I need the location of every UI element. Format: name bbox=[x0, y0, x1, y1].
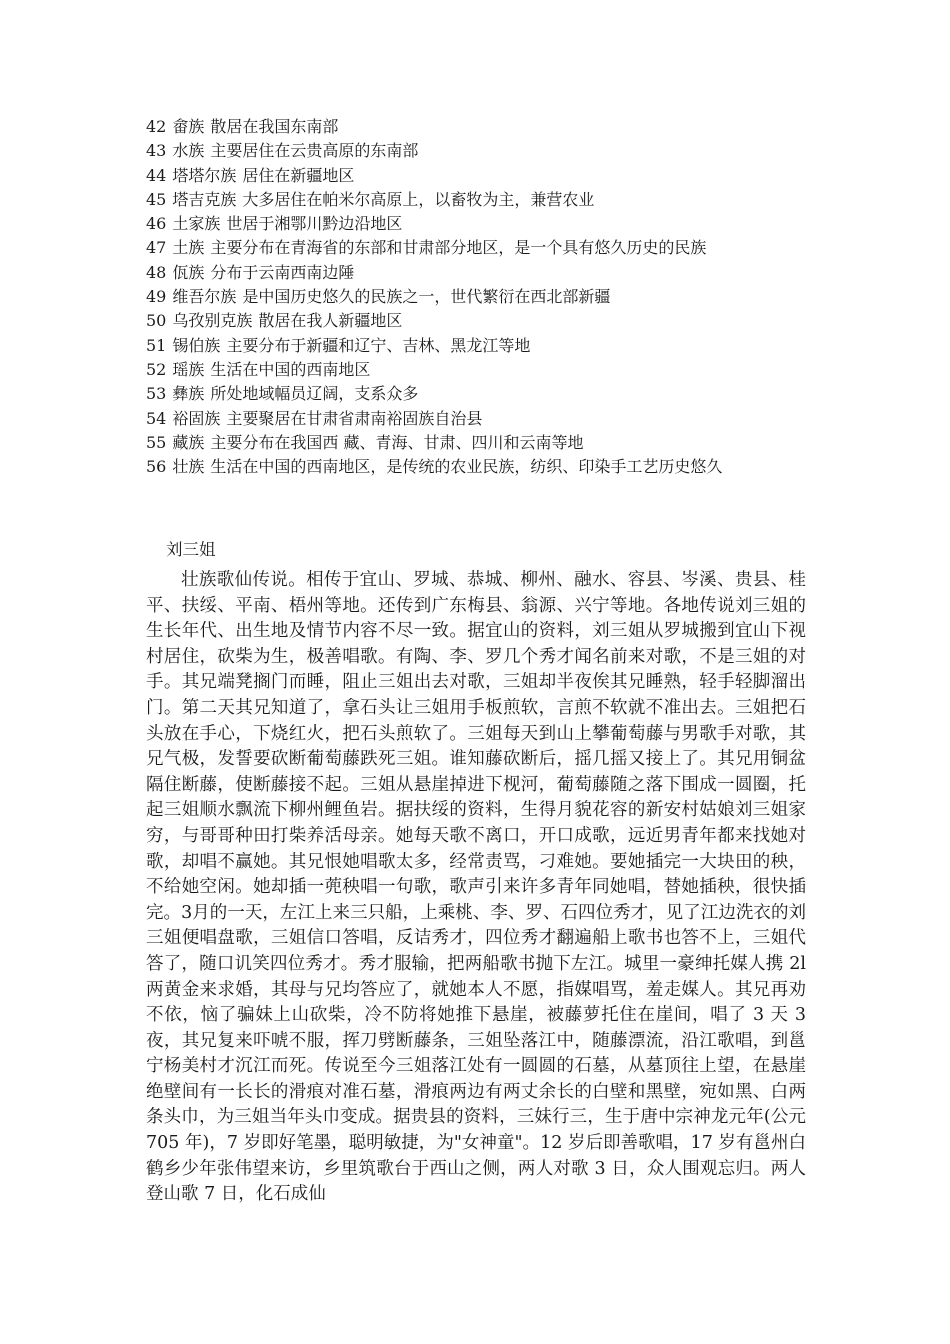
list-item bbox=[146, 261, 866, 285]
item-name: 佤族 bbox=[172, 262, 205, 282]
item-description: 生活在中国的西南地区，是传统的农业民族，纺织、印染手工艺历史悠久 bbox=[210, 457, 723, 477]
item-description: 主要聚居在甘肃省肃南裕固族自治县 bbox=[226, 408, 483, 428]
list-item bbox=[146, 334, 866, 358]
item-name: 壮族 bbox=[172, 457, 205, 477]
list-item bbox=[146, 382, 866, 406]
item-name: 裕固族 bbox=[172, 408, 221, 428]
item-number: 48 bbox=[146, 262, 167, 282]
item-name: 藏族 bbox=[172, 432, 205, 452]
item-name: 彝族 bbox=[172, 384, 205, 404]
item-description: 主要分布在青海省的东部和甘肃部分地区，是一个具有悠久历史的民族 bbox=[210, 238, 707, 258]
list-item bbox=[146, 285, 866, 309]
item-number: 50 bbox=[146, 311, 167, 331]
item-name: 塔塔尔族 bbox=[172, 165, 237, 185]
item-number: 53 bbox=[146, 384, 167, 404]
item-description: 散居在我人新疆地区 bbox=[258, 311, 403, 331]
article-body: 壮族歌仙传说。相传于宜山、罗城、恭城、柳州、融水、容县、岑溪、贵县、桂平、扶绥、平南、梧州等地。还传到广东梅县、翁源、兴宁等地。各地传说刘三姐的生长年代、出生地及情节内容不尽一致。据宜山的资料，刘三姐从罗城搬到宜山下视村居住，砍柴为生，极善唱歌。有陶、李、罗几个秀才闻名前来对歌，不是三姐的对手。其兄端凳搁门而睡，阻止三姐出去对歌，三姐却半夜俟其兄睡熟，轻手轻脚溜出门。第二天其兄知道了，拿石头让三姐用手板煎软，言煎不软就不准出去。三姐把石头放在手心，下烧红火，把石头煎软了。三姐每天到山上攀葡萄藤与男歌手对歌，其兄气极，发誓要砍断葡萄藤跌死三姐。谁知藤砍断后，摇几摇又接上了。其兄用铜盆隔住断藤，使断藤接不起。三姐从悬崖掉进下枧河，葡萄藤随之落下围成一圆圈，托起三姐顺水飘流下柳州鲤鱼岩。据扶绥的资料，生得月貌花容的新安村姑娘刘三姐家穷，与哥哥种田打柴养活母亲。她每天歌不离口，开口成歌，远近男青年都来找她对歌，却唱不赢她。其兄恨她唱歌太多，经常责骂，刁难她。要她插完一大块田的秧，不给她空闲。她却插一蔸秧唱一句歌，歌声引来许多青年同她唱，替她插秧，很快插完。3月的一天，左江上来三只船，上乘桃、李、罗、石四位秀才，见了江边洗衣的刘三姐便唱盘歌，三姐信口答唱，反诘秀才，四位秀才翻遍船上歌书也答不上，三姐代答了，随口讥笑四位秀才。秀才服输，把两船歌书抛下左江。城里一豪绅托媒人携 2l 两黄金来求婚，其母与兄均答应了，就她本人不愿，指媒唱骂，羞走媒人。其兄再劝不依，恼了骗妹上山砍柴，冷不防将她推下悬崖，被藤萝托住在崖间，唱了 3 天 3 夜，其兄复来吓唬不服，挥刀劈断藤条，三姐坠落江中，随藤漂流，沿江歌唱，到邕宁杨美村才沉江而死。传说至今三姐落江处有一圆圆的石墓，从墓顶往上望，在悬崖绝壁间有一长长的滑痕对准石墓，滑痕两边有两丈余长的白壁和黑壁，宛如黑、白两条头巾，为三姐当年头巾变成。据贵县的资料，三妹行三，生于唐中宗神龙元年(公元 705 年)，7 岁即好笔墨，聪明敏捷，为"女神童"。12 岁后即善歌唱，17 岁有邕州白鹤乡少年张伟望来访，乡里筑歌台于西山之侧，两人对歌 3 日，众人围观忘归。两人登山歌 7 日，化石成仙 bbox=[146, 570, 806, 1205]
list-item bbox=[146, 188, 866, 212]
list-item bbox=[146, 115, 866, 139]
item-description: 主要分布在我国西 藏、青海、甘肃、四川和云南等地 bbox=[210, 432, 584, 452]
item-description: 所处地域幅员辽阔，支系众多 bbox=[210, 384, 419, 404]
item-name: 水族 bbox=[172, 141, 205, 161]
list-item bbox=[146, 164, 866, 188]
list-item bbox=[146, 236, 866, 260]
item-description: 大多居住在帕米尔高原上，以畜牧为主，兼营农业 bbox=[242, 189, 595, 209]
item-name: 塔吉克族 bbox=[172, 189, 237, 209]
item-name: 土族 bbox=[172, 238, 205, 258]
article-section bbox=[146, 538, 806, 1208]
item-name: 瑶族 bbox=[172, 359, 205, 379]
item-number: 46 bbox=[146, 214, 167, 234]
item-description: 散居在我国东南部 bbox=[210, 117, 339, 136]
item-description: 居住在新疆地区 bbox=[242, 165, 355, 185]
item-number: 45 bbox=[146, 189, 167, 209]
item-description: 世居于湘鄂川黔边沿地区 bbox=[226, 214, 403, 234]
item-number: 43 bbox=[146, 141, 167, 161]
list-item bbox=[146, 139, 866, 163]
item-number: 56 bbox=[146, 457, 167, 477]
item-number: 49 bbox=[146, 287, 167, 307]
item-description: 主要居住在云贵高原的东南部 bbox=[210, 141, 419, 161]
item-name: 维吾尔族 bbox=[172, 287, 237, 307]
item-description: 是中国历史悠久的民族之一，世代繁衍在西北部新疆 bbox=[242, 287, 611, 307]
list-item bbox=[146, 431, 866, 455]
item-name: 锡伯族 bbox=[172, 335, 221, 355]
ethnic-group-list bbox=[146, 115, 866, 479]
item-name: 土家族 bbox=[172, 214, 221, 234]
item-description: 主要分布于新疆和辽宁、吉林、黑龙江等地 bbox=[226, 335, 531, 355]
item-description: 分布于云南西南边陲 bbox=[210, 262, 355, 282]
list-item bbox=[146, 309, 866, 333]
list-item bbox=[146, 358, 866, 382]
list-item bbox=[146, 455, 866, 479]
item-number: 52 bbox=[146, 359, 167, 379]
item-number: 44 bbox=[146, 165, 167, 185]
item-name: 乌孜别克族 bbox=[172, 311, 253, 331]
item-number: 54 bbox=[146, 408, 167, 428]
item-number: 47 bbox=[146, 238, 167, 258]
article-title: 刘三姐 bbox=[166, 540, 216, 559]
item-name: 畲族 bbox=[172, 117, 205, 136]
item-number: 55 bbox=[146, 432, 167, 452]
item-number: 42 bbox=[146, 117, 167, 136]
item-number: 51 bbox=[146, 335, 167, 355]
item-description: 生活在中国的西南地区 bbox=[210, 359, 371, 379]
list-item bbox=[146, 212, 866, 236]
list-item bbox=[146, 407, 866, 431]
